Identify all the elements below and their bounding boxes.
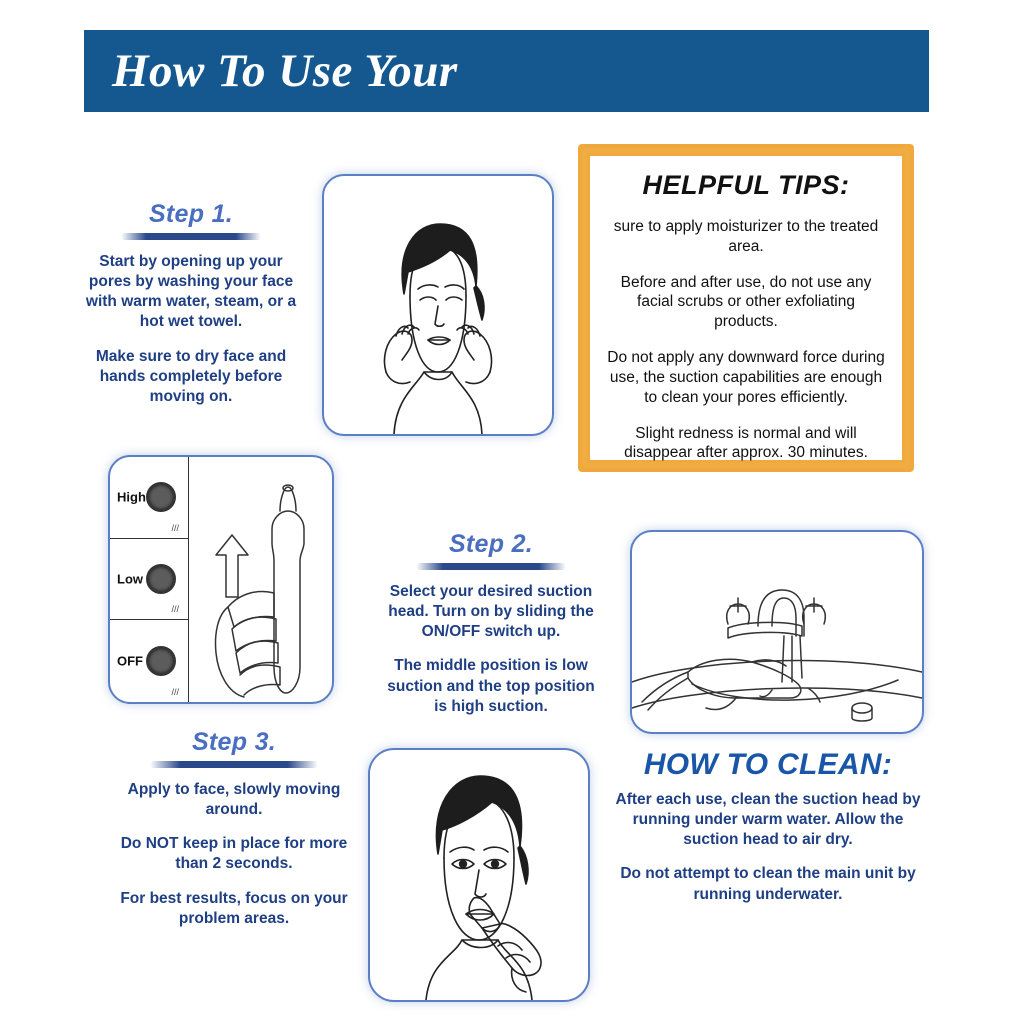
step-1-label: Step 1. xyxy=(148,200,234,228)
switch-position-off xyxy=(110,620,188,702)
step-3-paragraph-3: For best results, focus on your problem areas. xyxy=(120,889,348,927)
step-3-label: Step 3. xyxy=(191,728,277,756)
woman-washing-face-illustration xyxy=(324,176,552,434)
page-title: How To Use Your xyxy=(112,45,458,97)
step-3-underline xyxy=(150,761,318,768)
switch-position-high xyxy=(110,457,188,539)
switch-tick-high: /// xyxy=(171,522,179,533)
step-1-image xyxy=(322,174,554,436)
helpful-tips-title: HELPFUL TIPS: xyxy=(642,170,850,200)
helpful-tips-paragraph-1: sure to apply moisturizer to the treated area. xyxy=(613,218,879,255)
switch-knob-low xyxy=(146,564,176,594)
step-1-underline xyxy=(121,233,261,240)
woman-using-device-on-nose-illustration xyxy=(370,750,588,1000)
step-2-label: Step 2. xyxy=(448,530,534,558)
step-2-image xyxy=(108,455,334,704)
suction-switch-panel xyxy=(110,457,189,702)
step-2-paragraph-2: The middle position is low suction and the top position is high suction. xyxy=(387,657,595,715)
step-3-paragraph-2: Do NOT keep in place for more than 2 seconds. xyxy=(120,835,348,873)
switch-knob-off xyxy=(146,646,176,676)
hand-holding-device-illustration xyxy=(188,457,332,702)
header-banner xyxy=(84,30,929,112)
switch-knob-high xyxy=(146,482,176,512)
step-3-paragraph-1: Apply to face, slowly moving around. xyxy=(127,781,341,819)
switch-label-low: Low xyxy=(117,571,143,587)
switch-position-low xyxy=(110,539,188,621)
helpful-tips-paragraph-2: Before and after use, do not use any facial scrubs or other exfoliating products. xyxy=(620,273,872,331)
switch-label-off: OFF xyxy=(117,653,143,669)
switch-label-high: High xyxy=(117,489,146,505)
clean-image xyxy=(630,530,924,734)
helpful-tips-paragraph-3: Do not apply any downward force during use, the suction capabilities are enough to clean your pores efficiently. xyxy=(607,349,885,406)
how-to-clean-paragraph-2: Do not attempt to clean the main unit by running underwater. xyxy=(620,865,916,903)
switch-tick-low: /// xyxy=(171,604,179,615)
helpful-tips-box xyxy=(578,144,914,472)
step-1-paragraph-1: Start by opening up your pores by washing your face with warm water, steam, or a hot wet towel. xyxy=(85,253,297,331)
step-1-paragraph-2: Make sure to dry face and hands completely before moving on. xyxy=(95,347,287,405)
switch-tick-off: /// xyxy=(171,686,179,697)
how-to-clean-paragraph-1: After each use, clean the suction head by running under warm water. Allow the suction head to air dry. xyxy=(615,791,921,849)
how-to-clean-text xyxy=(608,748,928,919)
step-3-image xyxy=(368,748,590,1002)
how-to-clean-title: HOW TO CLEAN: xyxy=(643,748,893,781)
step-3-text xyxy=(110,728,358,929)
step-2-text xyxy=(380,530,602,717)
hand-under-running-faucet-illustration xyxy=(632,532,922,732)
step-2-paragraph-1: Select your desired suction head. Turn on by sliding the ON/OFF switch up. xyxy=(388,583,594,641)
step-1-text xyxy=(78,200,304,407)
step-2-underline xyxy=(416,563,566,570)
helpful-tips-paragraph-4: Slight redness is normal and will disappear after approx. 30 minutes. xyxy=(624,424,868,462)
